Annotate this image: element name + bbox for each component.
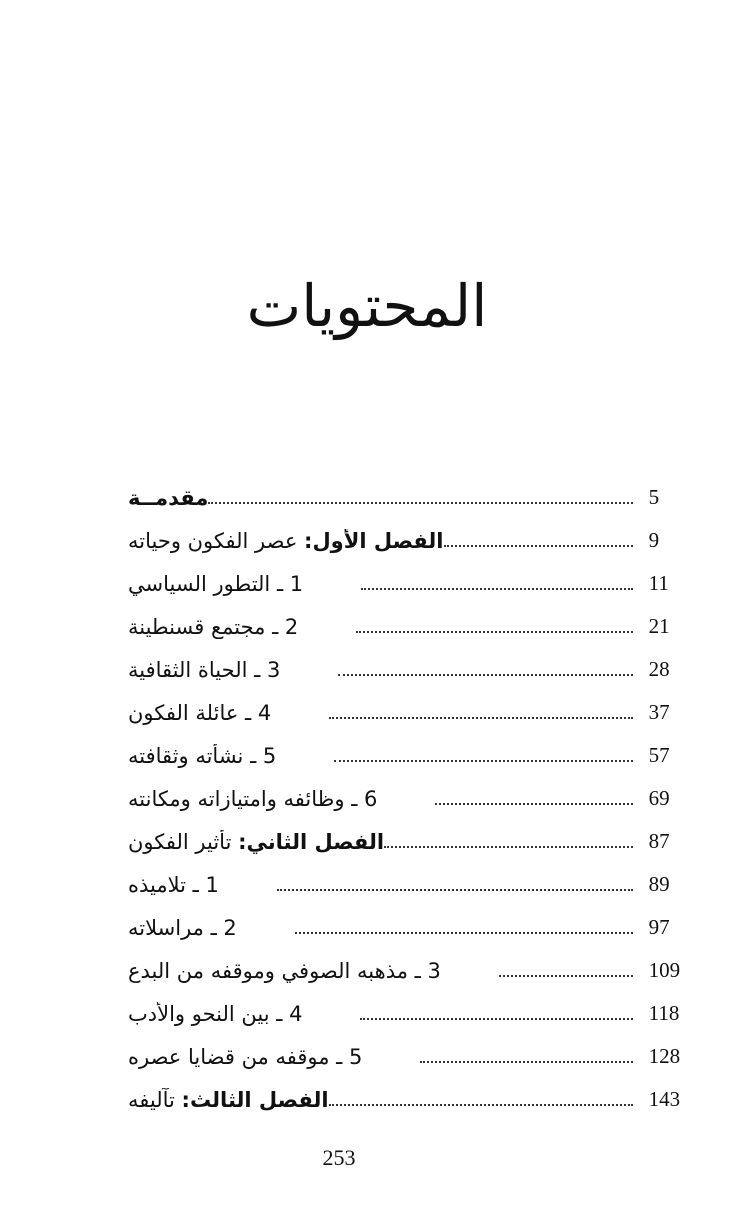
dot-leader (360, 1016, 632, 1020)
dot-leader (208, 500, 632, 504)
toc-subsection-label: 2 ـ مراسلاته (128, 915, 237, 940)
dot-leader (334, 758, 632, 762)
dot-leader (361, 586, 633, 590)
toc-subsection-label: 1 ـ تلاميذه (128, 872, 219, 897)
toc-page-number: 57 (648, 743, 670, 767)
toc-entry (128, 787, 643, 811)
toc-chapter-label: الفصل الأول: عصر الفكون وحياته (128, 528, 444, 553)
toc-page-number: 143 (648, 1087, 681, 1111)
toc-row (128, 906, 710, 949)
toc-entry (128, 572, 643, 596)
toc-subsection-label: 1 ـ التطور السياسي (128, 571, 304, 596)
toc-row (128, 562, 710, 605)
toc-entry (128, 529, 643, 553)
toc-entry (128, 830, 643, 854)
dot-leader (356, 629, 632, 633)
toc-page-number: 21 (648, 614, 670, 638)
toc-page-number: 5 (648, 485, 660, 509)
toc-row (128, 863, 710, 906)
toc-row (128, 777, 710, 820)
dot-leader (338, 672, 632, 676)
toc-chapter-label: الفصل الثاني: تأثير الفكون (128, 829, 385, 854)
toc-entry (128, 873, 643, 897)
toc-entry (128, 916, 643, 940)
toc-row (128, 648, 710, 691)
toc-page-number: 109 (648, 958, 681, 982)
toc-row (128, 605, 710, 648)
toc-row (128, 1078, 710, 1121)
toc-subsection-label: 5 ـ نشأته وثقافته (128, 743, 277, 768)
toc-entry (128, 1088, 643, 1112)
toc-subsection-label: 3 ـ مذهبه الصوفي وموقفه من البدع (128, 958, 441, 983)
toc-entry (128, 744, 643, 768)
toc-subsection-label: 6 ـ وظائفه وامتيازاته ومكانته (128, 786, 378, 811)
toc-entry (128, 701, 643, 725)
page-number: 253 (322, 1145, 356, 1170)
toc-entry (128, 1045, 643, 1069)
toc-entry (128, 486, 643, 510)
toc-row (128, 519, 710, 562)
toc-page-number: 128 (648, 1044, 681, 1068)
toc-page-number: 89 (648, 872, 670, 896)
table-of-contents (128, 476, 710, 1121)
toc-row (128, 476, 710, 519)
toc-page-number: 11 (648, 571, 669, 595)
toc-subsection-label: 4 ـ بين النحو والأدب (128, 1001, 303, 1026)
dot-leader (435, 801, 632, 805)
toc-row (128, 992, 710, 1035)
toc-row (128, 820, 710, 863)
toc-subsection-label: 2 ـ مجتمع قسنطينة (128, 614, 299, 639)
toc-chapter-label: الفصل الثالث: تآليفه (128, 1087, 329, 1112)
toc-page-number: 28 (648, 657, 670, 681)
toc-row (128, 734, 710, 777)
toc-subsection-label: 3 ـ الحياة الثقافية (128, 657, 281, 682)
toc-page-number: 9 (648, 528, 660, 552)
toc-page-number: 118 (648, 1001, 680, 1025)
dot-leader (384, 844, 633, 848)
page-title: المحتويات (246, 272, 488, 340)
toc-page-number: 87 (648, 829, 670, 853)
toc-entry (128, 615, 643, 639)
toc-subsection-label: 5 ـ موقفه من قضايا عصره (128, 1044, 363, 1069)
dot-leader (329, 715, 632, 719)
toc-chapter-label: مقدمــة (128, 485, 209, 510)
toc-page-number: 97 (648, 915, 670, 939)
dot-leader (295, 930, 633, 934)
toc-page-number: 37 (648, 700, 670, 724)
toc-row (128, 691, 710, 734)
toc-row (128, 949, 710, 992)
toc-page-number: 69 (648, 786, 670, 810)
dot-leader (329, 1102, 633, 1106)
toc-entry (128, 658, 643, 682)
dot-leader (444, 543, 633, 547)
dot-leader (420, 1059, 632, 1063)
dot-leader (277, 887, 633, 891)
dot-leader (499, 973, 633, 977)
toc-entry (128, 959, 643, 983)
toc-entry (128, 1002, 643, 1026)
toc-subsection-label: 4 ـ عائلة الفكون (128, 700, 272, 725)
toc-row (128, 1035, 710, 1078)
